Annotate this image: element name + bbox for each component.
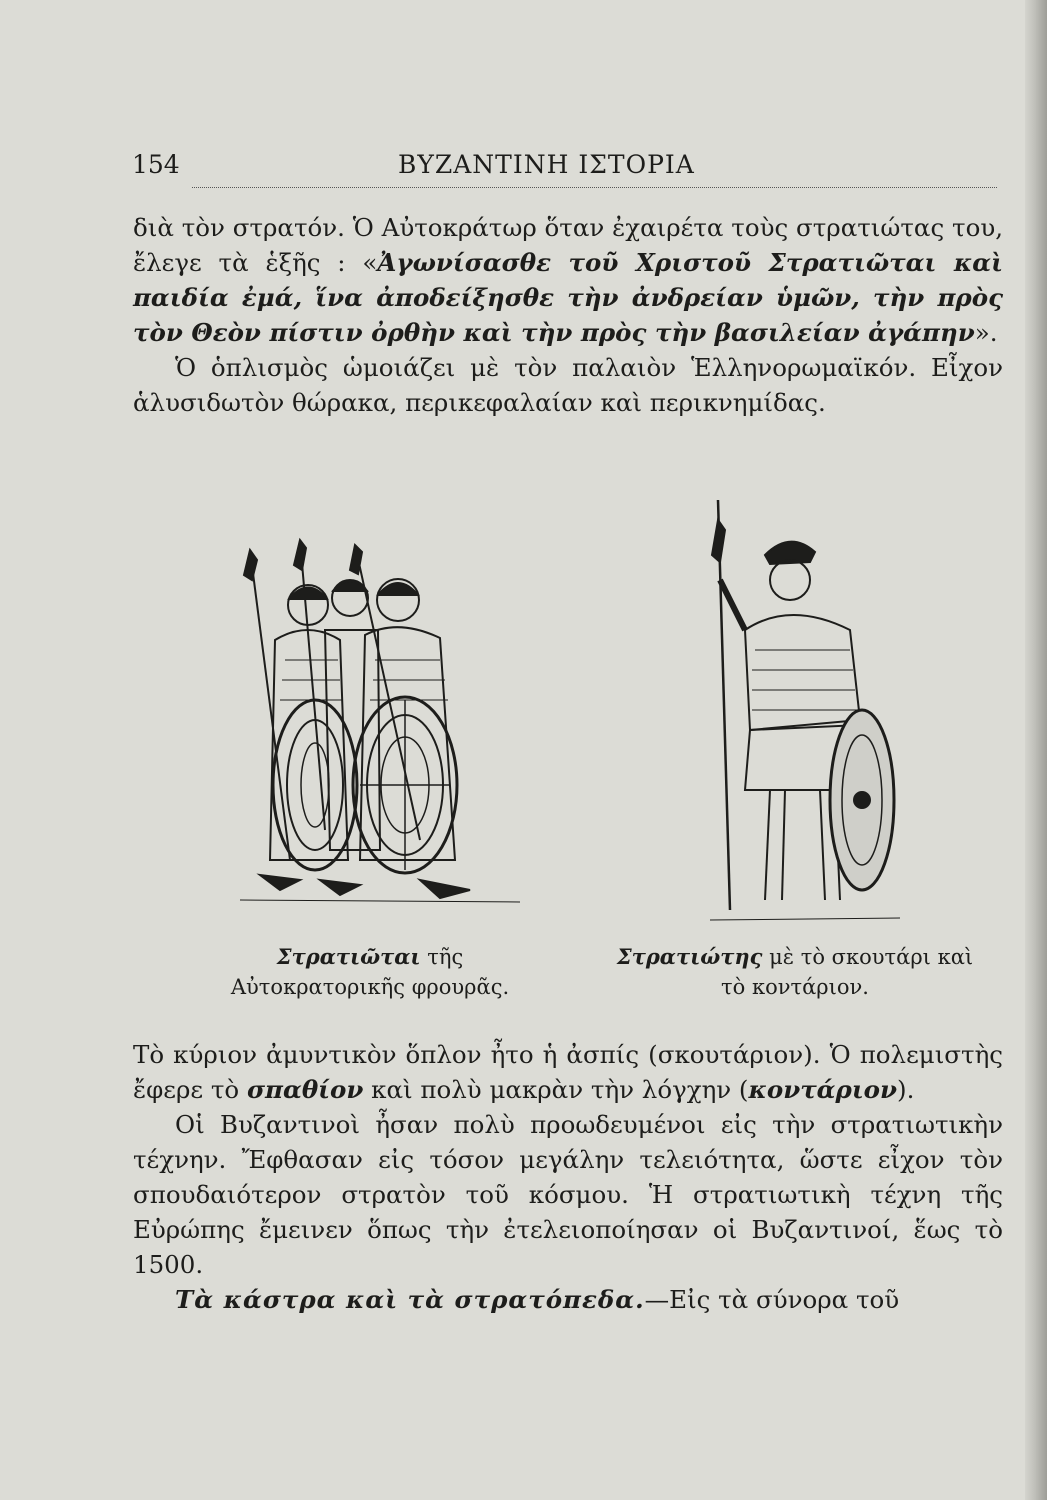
caption-right-text: μὲ τὸ σκουτάρι καὶ τὸ κοντάριον.	[721, 945, 974, 999]
caption-right-label: Στρατιώτης	[616, 944, 763, 969]
paragraph-block-2	[133, 1037, 1003, 1317]
soldier-head	[770, 560, 810, 600]
weapons-text-2: καὶ πολὺ μακρὰν τὴν λόγχην (	[363, 1075, 749, 1104]
intro-text: διὰ τὸν στρατόν. Ὁ Αὐτοκράτωρ ὅταν ἐχαιρέτα τοὺς στρατιώτας του, ἔλεγε τὰ ἑξῆς : «	[133, 213, 1003, 277]
emperor-quote: Ἀγωνίσασθε τοῦ Χριστοῦ Στρατιῶται καὶ παιδία ἐμά, ἵνα ἀποδείξησθε τὴν ἀνδρείαν ὑμῶν, τὴν πρὸς τὸν Θεὸν πίστιν ὀρθὴν καὶ τὴν πρὸς τὴν βασιλείαν ἀγάπην	[133, 248, 1003, 347]
soldier-illustration	[690, 490, 910, 930]
guards-illustration	[230, 530, 530, 930]
castles-text: —Εἰς τὰ σύνορα τοῦ	[644, 1285, 900, 1314]
spear-1	[250, 550, 290, 860]
page-number: 154	[132, 150, 180, 179]
spear-2	[300, 540, 325, 830]
running-title: ΒΥΖΑΝΤΙΝΗ ΙΣΤΟΡΙΑ	[398, 150, 695, 179]
castles-heading: Τὰ κάστρα καὶ τὰ στρατόπεδα.	[175, 1285, 645, 1314]
weapons-text-1: Τὸ κύριον ἀμυντικὸν ὅπλον ἦτο ἡ ἀσπίς (σκουτάριον). Ὁ πολεμιστὴς ἔφερε τὸ	[133, 1040, 1003, 1104]
armor-paragraph: Ὁ ὁπλισμὸς ὡμοιάζει μὲ τὸν παλαιὸν Ἑλληνορωμαϊκόν. Εἶχον ἁλυσιδωτὸν θώρακα, περικεφαλαίαν καὶ περικνημίδας.	[133, 353, 1003, 417]
quote-close: ».	[974, 318, 998, 347]
paragraph-block-1	[133, 210, 1003, 420]
page-header	[132, 150, 997, 190]
soldier-torso	[745, 615, 860, 730]
weapons-paragraph	[133, 1037, 1003, 1107]
castles-paragraph	[133, 1282, 1003, 1317]
quote-paragraph	[133, 210, 1003, 350]
spathion-term: σπαθίον	[246, 1075, 364, 1104]
weapons-text-3: ).	[897, 1075, 915, 1104]
caption-left	[200, 942, 540, 1002]
caption-right	[605, 942, 985, 1002]
header-rule	[192, 187, 997, 188]
military-art-paragraph: Οἱ Βυζαντινοὶ ἦσαν πολὺ προωδευμένοι εἰς τὴν στρατιωτικὴν τέχνην. Ἔφθασαν εἰς τόσον μεγάλην τελειότητα, ὥστε εἶχον τὸν σπουδαιότερον στρατὸν τοῦ κόσμου. Ἡ στρατιωτικὴ τέχνη τῆς Εὐρώπης ἔμεινεν ὅπως τὴν ἐτελειοποίησαν οἱ Βυζαντινοί, ἕως τὸ 1500.	[133, 1110, 1003, 1279]
caption-left-label: Στρατιῶται	[276, 944, 421, 969]
kontarion-term: κοντάριον	[748, 1075, 898, 1104]
page-edge	[1025, 0, 1047, 1500]
caption-left-text: τῆς Αὐτοκρατορικῆς φρουρᾶς.	[230, 945, 510, 999]
